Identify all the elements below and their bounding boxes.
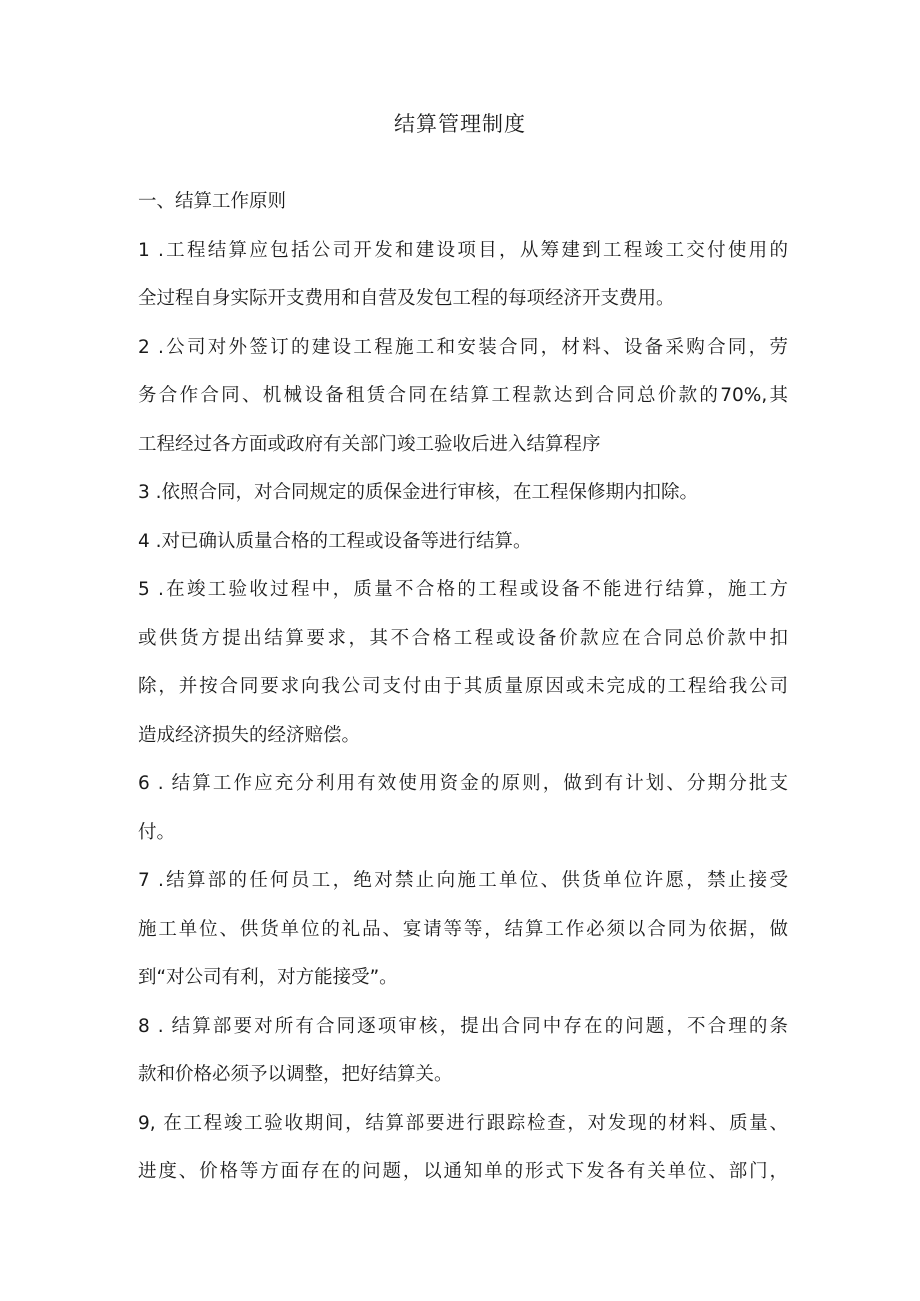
text-line: 全过程自身实际开支费用和自营及发包工程的每项经济开支费用。: [138, 288, 675, 309]
text-line: 务合作合同、机械设备租赁合同在结算工程款达到合同总价款的70%,其: [138, 385, 788, 406]
text-line: 5 .在竣工验收过程中，质量不合格的工程或设备不能进行结算，施工方: [138, 579, 788, 600]
text-line: 或供货方提出结算要求，其不合格工程或设备价款应在合同总价款中扣: [138, 627, 788, 649]
text-line: 4 .对已确认质量合格的工程或设备等进行结算。: [138, 530, 532, 552]
text-line: 2 .公司对外签订的建设工程施工和安装合同，材料、设备采购合同，劳: [138, 336, 788, 358]
text-line: 1 .工程结算应包括公司开发和建设项目，从筹建到工程竣工交付使用的: [138, 239, 788, 261]
document-title: 结算管理制度: [394, 112, 526, 136]
text-line: 8 . 结算部要对所有合同逐项审核，提出合同中存在的问题，不合理的条: [138, 1015, 788, 1037]
text-line: 3 .依照合同，对合同规定的质保金进行审核，在工程保修期内扣除。: [138, 482, 699, 503]
text-line: 6 . 结算工作应充分利用有效使用资金的原则，做到有计划、分期分批支: [138, 773, 788, 794]
text-line: 9, 在工程竣工验收期间，结算部要进行跟踪检查，对发现的材料、质量、: [138, 1112, 788, 1134]
document-body: [138, 178, 788, 1197]
text-line: 进度、价格等方面存在的问题，以通知单的形式下发各有关单位、部门，: [138, 1161, 788, 1182]
text-line: 施工单位、供货单位的礼品、宴请等等，结算工作必须以合同为依据，做: [138, 918, 788, 940]
text-line: 造成经济损失的经济赔偿。: [138, 724, 361, 746]
text-line: 付。: [138, 821, 176, 843]
text-line: 款和价格必须予以调整，把好结算关。: [138, 1064, 453, 1085]
text-line: 除，并按合同要求向我公司支付由于其质量原因或未完成的工程给我公司: [138, 676, 788, 697]
text-line: 到“对公司有利，对方能接受”。: [138, 967, 398, 988]
text-line: 工程经过各方面或政府有关部门竣工验收后进入结算程序: [138, 433, 601, 455]
text-line: 7 .结算部的任何员工，绝对禁止向施工单位、供货单位许愿，禁止接受: [138, 870, 788, 891]
section-heading: 一、结算工作原则: [138, 191, 287, 212]
